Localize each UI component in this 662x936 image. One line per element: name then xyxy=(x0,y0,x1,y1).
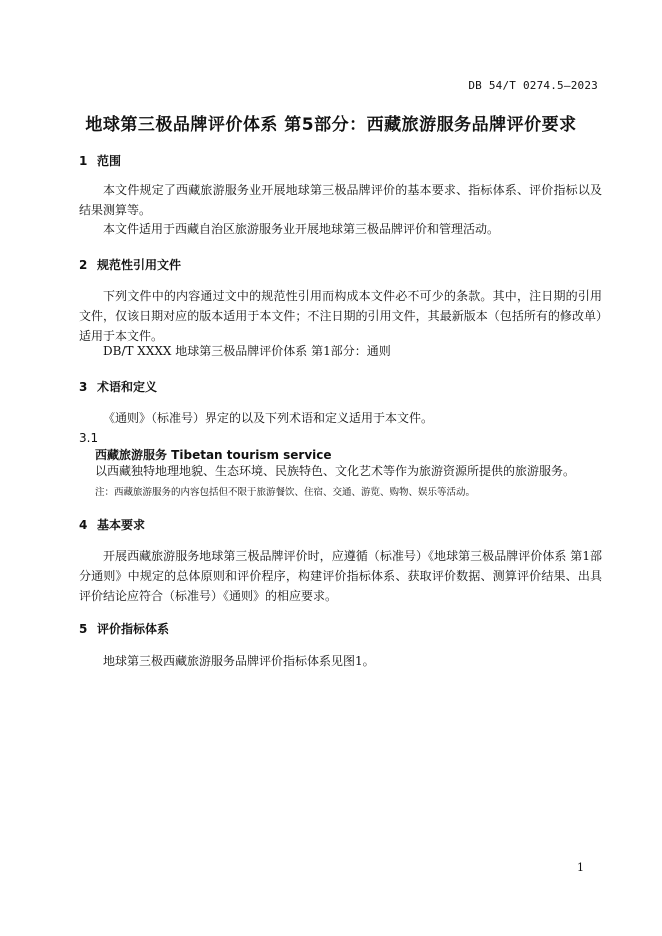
section-number: 2 xyxy=(79,258,88,272)
section-title: 规范性引用文件 xyxy=(97,258,182,272)
section-number: 4 xyxy=(79,518,88,532)
section-5-heading xyxy=(79,620,169,637)
normative-reference: DB/T XXXX 地球第三极品牌评价体系 第1部分：通则 xyxy=(103,344,391,358)
section-number: 5 xyxy=(79,622,88,636)
section-title: 范围 xyxy=(97,154,122,168)
term-number: 3.1 xyxy=(79,431,99,445)
section-number: 1 xyxy=(79,154,88,168)
section-3-paragraph-1: 《通则》（标准号）界定的以及下列术语和定义适用于本文件。 xyxy=(103,411,434,425)
section-2-heading xyxy=(79,256,181,273)
section-4-heading xyxy=(79,516,145,533)
document-code: DB 54/T 0274.5—2023 xyxy=(468,79,598,92)
section-number: 3 xyxy=(79,380,88,394)
section-title: 术语和定义 xyxy=(97,380,158,394)
page-number: 1 xyxy=(577,861,584,874)
section-5-paragraph-1: 地球第三极西藏旅游服务品牌评价指标体系见图1。 xyxy=(103,654,375,668)
term-note: 注：西藏旅游服务的内容包括但不限于旅游餐饮、住宿、交通、游览、购物、娱乐等活动。 xyxy=(95,487,476,498)
section-4-paragraph-1: 开展西藏旅游服务地球第三极品牌评价时，应遵循（标准号）《地球第三极品牌评价体系 第1部分通则》中规定的总体原则和评价程序，构建评价指标体系、获取评价数据、测算评价结果、出具评价结论应符合（标准号）《通则》的相应要求。 xyxy=(79,549,602,603)
term-name: 西藏旅游服务 Tibetan tourism service xyxy=(95,448,332,462)
section-3-heading xyxy=(79,378,157,395)
section-1-heading xyxy=(79,152,121,169)
term-definition: 以西藏独特地理地貌、生态环境、民族特色、文化艺术等作为旅游资源所提供的旅游服务。 xyxy=(95,464,576,478)
document-title: 地球第三极品牌评价体系 第5部分：西藏旅游服务品牌评价要求 xyxy=(85,115,577,135)
section-1-paragraph-1: 本文件规定了西藏旅游服务业开展地球第三极品牌评价的基本要求、指标体系、评价指标以及结果测算等。 xyxy=(79,183,602,217)
section-title: 基本要求 xyxy=(97,518,146,532)
section-2-paragraph-1: 下列文件中的内容通过文中的规范性引用而构成本文件必不可少的条款。其中，注日期的引用文件，仅该日期对应的版本适用于本文件；不注日期的引用文件，其最新版本（包括所有的修改单）适用于本文件。 xyxy=(79,289,602,343)
section-1-paragraph-2: 本文件适用于西藏自治区旅游服务业开展地球第三极品牌评价和管理活动。 xyxy=(103,222,500,236)
section-title: 评价指标体系 xyxy=(97,622,170,636)
